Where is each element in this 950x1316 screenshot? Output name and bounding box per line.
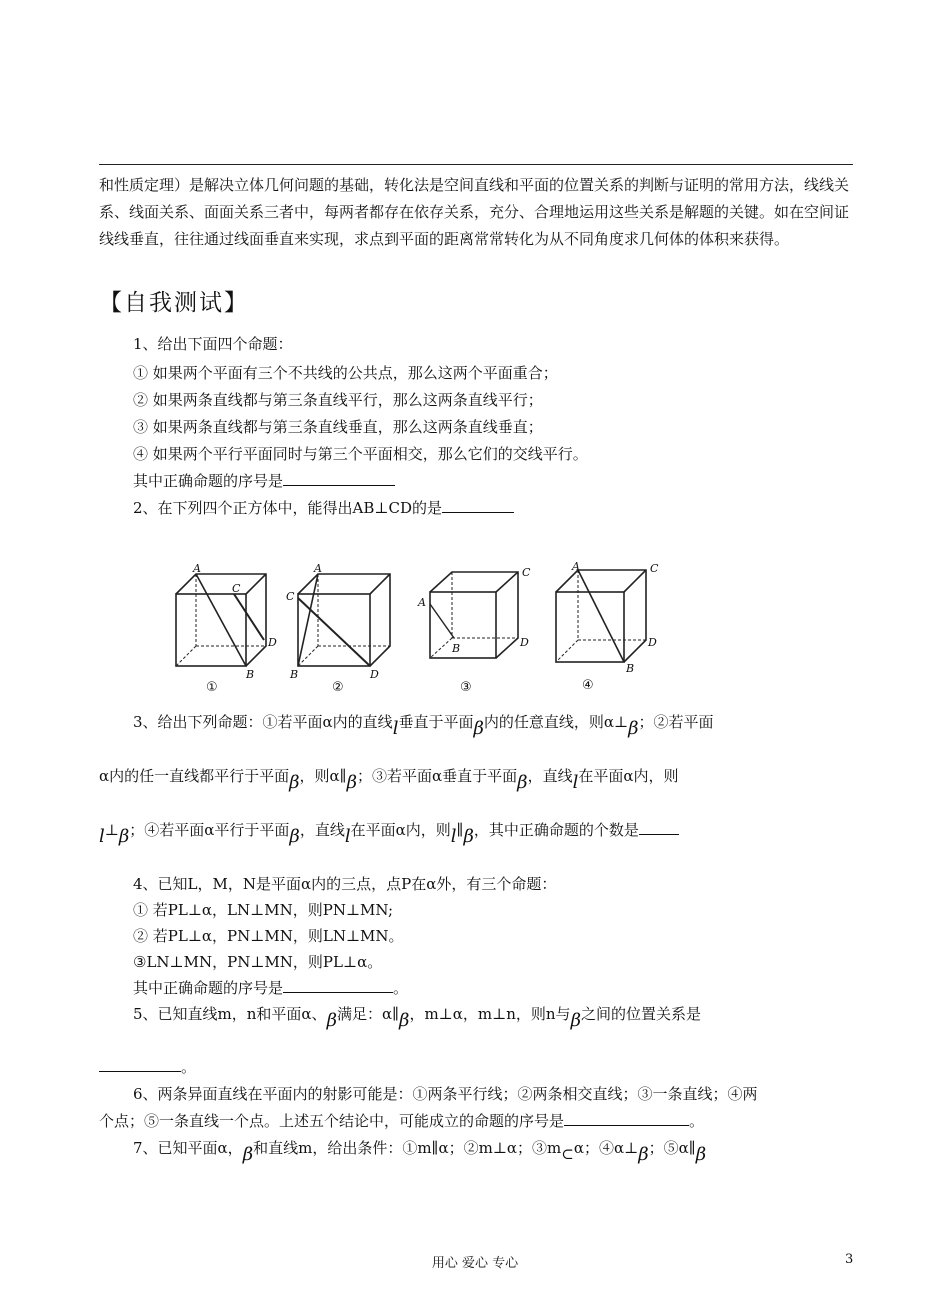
q4-ask: 其中正确命题的序号是 。 xyxy=(133,979,409,997)
q1-item-1: ① 如果两个平面有三个不共线的公共点，那么这两个平面重合； xyxy=(133,364,558,382)
cube-figure-2 xyxy=(298,574,390,666)
point-label-a: A xyxy=(572,560,580,573)
q5-line-2: 。 xyxy=(99,1056,196,1077)
q2-stem: 2、在下列四个正方体中，能得出AB⊥CD的是 xyxy=(133,497,514,518)
q3-line-1: 3、给出下列命题：①若平面α内的直线l垂直于平面β内的任意直线，则α⊥β；②若平面 xyxy=(133,713,714,739)
point-label-b: B xyxy=(452,642,461,655)
point-label-b: B xyxy=(290,668,299,681)
point-label-a: A xyxy=(314,562,322,575)
point-label-d: D xyxy=(268,636,277,649)
point-label-c: C xyxy=(232,582,241,595)
cube-figure-1 xyxy=(176,574,266,666)
q1-ask: 其中正确命题的序号是 xyxy=(133,470,395,491)
point-label-a: A xyxy=(418,596,426,609)
q1-stem: 1、给出下面四个命题： xyxy=(133,335,293,353)
cube-figures xyxy=(160,558,700,698)
answer-blank[interactable] xyxy=(442,498,514,513)
q3-line-3: l⊥β；④若平面α平行于平面β，直线l在平面α内，则l∥β，其中正确命题的个数是 xyxy=(99,819,679,840)
q4-item-2: ② 若PL⊥α，PN⊥MN，则LN⊥MN。 xyxy=(133,927,404,945)
q1-item-3: ③ 如果两条直线都与第三条直线垂直，那么这两条直线垂直； xyxy=(133,418,543,436)
q6-line-1: 6、两条异面直线在平面内的射影可能是：①两条平行线；②两条相交直线；③一条直线；④两 xyxy=(133,1085,758,1103)
q5-line-1: 5、已知直线m，n和平面α、β满足：α∥β，m⊥α，m⊥n，则n与β之间的位置关系是 xyxy=(133,1005,701,1031)
figure-label-2: ② xyxy=(332,680,344,695)
q4-item-3: ③LN⊥MN，PN⊥MN，则PL⊥α。 xyxy=(133,953,383,971)
point-label-a: A xyxy=(193,562,201,575)
point-label-c: C xyxy=(286,590,295,603)
answer-blank[interactable] xyxy=(564,1111,689,1126)
answer-blank[interactable] xyxy=(283,471,395,486)
figure-label-1: ① xyxy=(206,680,218,695)
point-label-d: D xyxy=(648,636,657,649)
q7-line-1: 7、已知平面α，β和直线m，给出条件：①m∥α；②m⊥α；③m⊂α；④α⊥β；⑤α∥β xyxy=(133,1139,707,1165)
point-label-d: D xyxy=(520,636,529,649)
q3-line-2: α内的任一直线都平行于平面β，则α∥β；③若平面α垂直于平面β，直线l在平面α内，则 xyxy=(99,767,679,793)
intro-paragraph: 和性质定理）是解决立体几何问题的基础，转化法是空间直线和平面的位置关系的判断与证明的常用方法，线线关系、线面关系、面面关系三者中，每两者都存在依存关系，充分、合理地运用这些关系是解题的关键。如在空间证线线垂直，往往通过线面垂直来实现，求点到平面的距离常常转化为从不同角度求几何体的体积来获得。 xyxy=(99,176,850,248)
q4-stem: 4、已知L，M，N是平面α内的三点，点P在α外，有三个命题： xyxy=(133,875,557,893)
point-label-b: B xyxy=(626,662,635,675)
header-rule xyxy=(99,164,853,165)
section-heading: 【自我测试】 xyxy=(99,290,249,316)
answer-blank[interactable] xyxy=(99,1057,181,1072)
q1-item-4: ④ 如果两个平行平面同时与第三个平面相交，那么它们的交线平行。 xyxy=(133,445,588,463)
q1-item-2: ② 如果两条直线都与第三条直线平行，那么这两条直线平行； xyxy=(133,391,543,409)
point-label-c: C xyxy=(650,562,659,575)
answer-blank[interactable] xyxy=(639,820,679,835)
point-label-b: B xyxy=(246,668,255,681)
figure-label-4: ④ xyxy=(582,678,594,693)
cube-figure-3 xyxy=(430,572,518,658)
answer-blank[interactable] xyxy=(283,978,393,993)
figure-label-3: ③ xyxy=(460,680,472,695)
page-number: 3 xyxy=(845,1252,854,1267)
point-label-c: C xyxy=(522,566,531,579)
q4-item-1: ① 若PL⊥α，LN⊥MN，则PN⊥MN; xyxy=(133,901,394,919)
point-label-d: D xyxy=(370,668,379,681)
page-footer: 用心 爱心 专心 xyxy=(431,1256,519,1271)
q6-line-2: 个点；⑤一条直线一个点。上述五个结论中，可能成立的命题的序号是 。 xyxy=(99,1112,705,1130)
cube-figure-4 xyxy=(556,570,646,662)
